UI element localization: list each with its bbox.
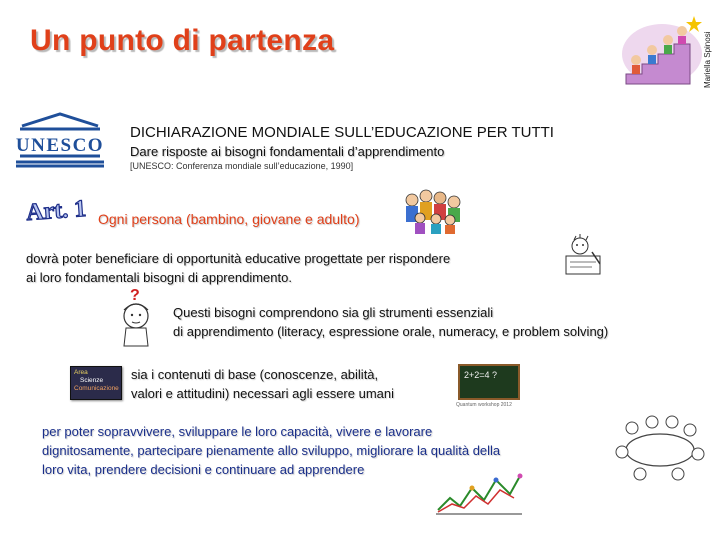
blackboard-text: 2+2=4 ? — [464, 370, 498, 380]
paragraph-2-line: di apprendimento (literacy, espressione orale, numeracy, e problem solving) — [173, 324, 609, 339]
slide-title: Un punto di partenza — [30, 24, 335, 57]
meeting-table-icon — [612, 410, 708, 482]
unesco-logo — [14, 112, 106, 168]
thinking-child-icon — [112, 286, 164, 348]
blackboard-caption: Quantum workshop 2012 — [456, 402, 512, 408]
paragraph-4-line: dignitosamente, partecipare pienamente allo sviluppo, migliorare la qualità della — [42, 443, 501, 458]
declaration-title: DICHIARAZIONE MONDIALE SULL’EDUCAZIONE PER TUTTI — [130, 124, 554, 141]
article-badge-text: Art. 1 — [25, 195, 88, 227]
book-cover-line: Area — [74, 369, 88, 376]
growth-chart-icon — [430, 468, 526, 520]
paragraph-1 — [26, 249, 450, 287]
book-cover — [70, 366, 122, 400]
unesco-logo-text: UNESCO — [15, 135, 105, 156]
blackboard — [458, 364, 520, 400]
group-of-people-icon — [402, 186, 464, 236]
paragraph-3-line: sia i contenuti di base (conoscenze, abilità, — [131, 367, 379, 382]
question-mark-icon: ? — [130, 287, 140, 304]
author-credit: Mariella Spinosi — [703, 31, 712, 88]
book-cover-line: Comunicazione — [74, 385, 119, 392]
article-badge — [25, 186, 88, 228]
paragraph-1-line: ai loro fondamentali bisogni di apprendimento. — [26, 270, 292, 285]
article-sentence: Ogni persona (bambino, giovane e adulto) — [98, 211, 360, 227]
paragraph-2 — [173, 303, 608, 341]
paragraph-3-line: valori e attitudini) necessari agli essere umani — [131, 386, 395, 401]
paragraph-3 — [131, 365, 394, 403]
paragraph-4-line: per poter sopravvivere, sviluppare le loro capacità, vivere e lavorare — [42, 424, 433, 439]
child-writing-icon — [562, 234, 604, 280]
book-cover-line: Scienze — [80, 377, 104, 384]
declaration-source: [UNESCO: Conferenza mondiale sull’educazione, 1990] — [130, 161, 354, 171]
paragraph-4-line: loro vita, prendere decisioni e continuare ad apprendere — [42, 462, 365, 477]
paragraph-2-line: Questi bisogni comprendono sia gli strumenti essenziali — [173, 305, 494, 320]
children-climbing-stairs-icon — [618, 14, 702, 88]
declaration-subtitle: Dare risposte ai bisogni fondamentali d’apprendimento — [130, 144, 445, 159]
paragraph-1-line: dovrà poter beneficiare di opportunità educative progettate per rispondere — [26, 251, 451, 266]
